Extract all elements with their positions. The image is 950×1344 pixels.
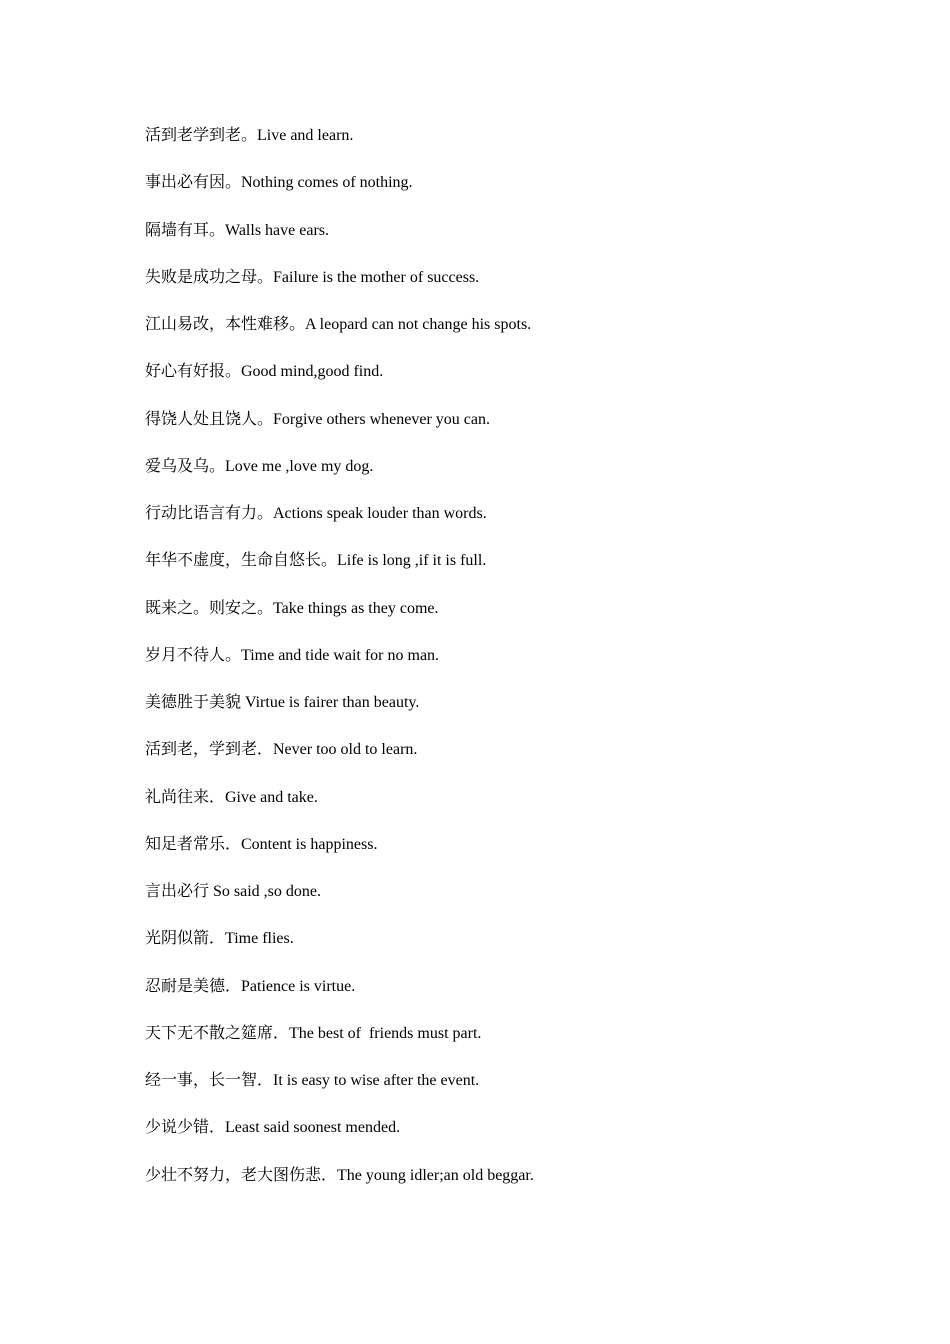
proverb-line: 礼尚往来．Give and take. — [145, 788, 318, 806]
proverb-line: 爱乌及乌。Love me ,love my dog. — [145, 457, 374, 475]
proverb-line: 天下无不散之筵席．The best of friends must part. — [145, 1024, 482, 1042]
proverb-line: 江山易改，本性难移。A leopard can not change his spots. — [145, 316, 532, 333]
proverb-line: 忍耐是美德．Patience is virtue. — [145, 977, 356, 995]
proverb-line: 少说少错．Least said soonest mended. — [145, 1119, 401, 1137]
proverb-line: 经一事，长一智．It is easy to wise after the event. — [145, 1072, 480, 1089]
proverb-line: 言出必行 So said ,so done. — [145, 883, 322, 900]
proverb-line: 隔墙有耳。Walls have ears. — [145, 221, 330, 239]
proverb-line: 事出必有因。Nothing comes of nothing. — [145, 174, 413, 192]
proverb-line: 好心有好报。Good mind,good find. — [145, 363, 384, 381]
proverb-line: 失败是成功之母。Failure is the mother of success. — [145, 268, 480, 286]
proverb-list — [145, 124, 905, 1211]
proverb-line: 岁月不待人。Time and tide wait for no man. — [145, 646, 440, 664]
proverb-line: 既来之。则安之。Take things as they come. — [145, 599, 439, 617]
proverb-line: 少壮不努力，老大图伤悲．The young idler;an old beggar. — [145, 1166, 534, 1184]
proverb-line: 美德胜于美貌 Virtue is fairer than beauty. — [145, 694, 420, 711]
proverb-line: 知足者常乐．Content is happiness. — [145, 835, 378, 853]
proverb-line: 得饶人处且饶人。Forgive others whenever you can. — [145, 410, 490, 428]
proverb-line: 行动比语言有力。Actions speak louder than words. — [145, 505, 487, 522]
proverb-line: 活到老学到老。Live and learn. — [145, 127, 354, 144]
proverb-line: 光阴似箭．Time flies. — [145, 930, 294, 948]
proverb-line: 活到老，学到老．Never too old to learn. — [145, 741, 418, 759]
proverb-line: 年华不虚度，生命自悠长。Life is long ,if it is full. — [145, 552, 487, 570]
